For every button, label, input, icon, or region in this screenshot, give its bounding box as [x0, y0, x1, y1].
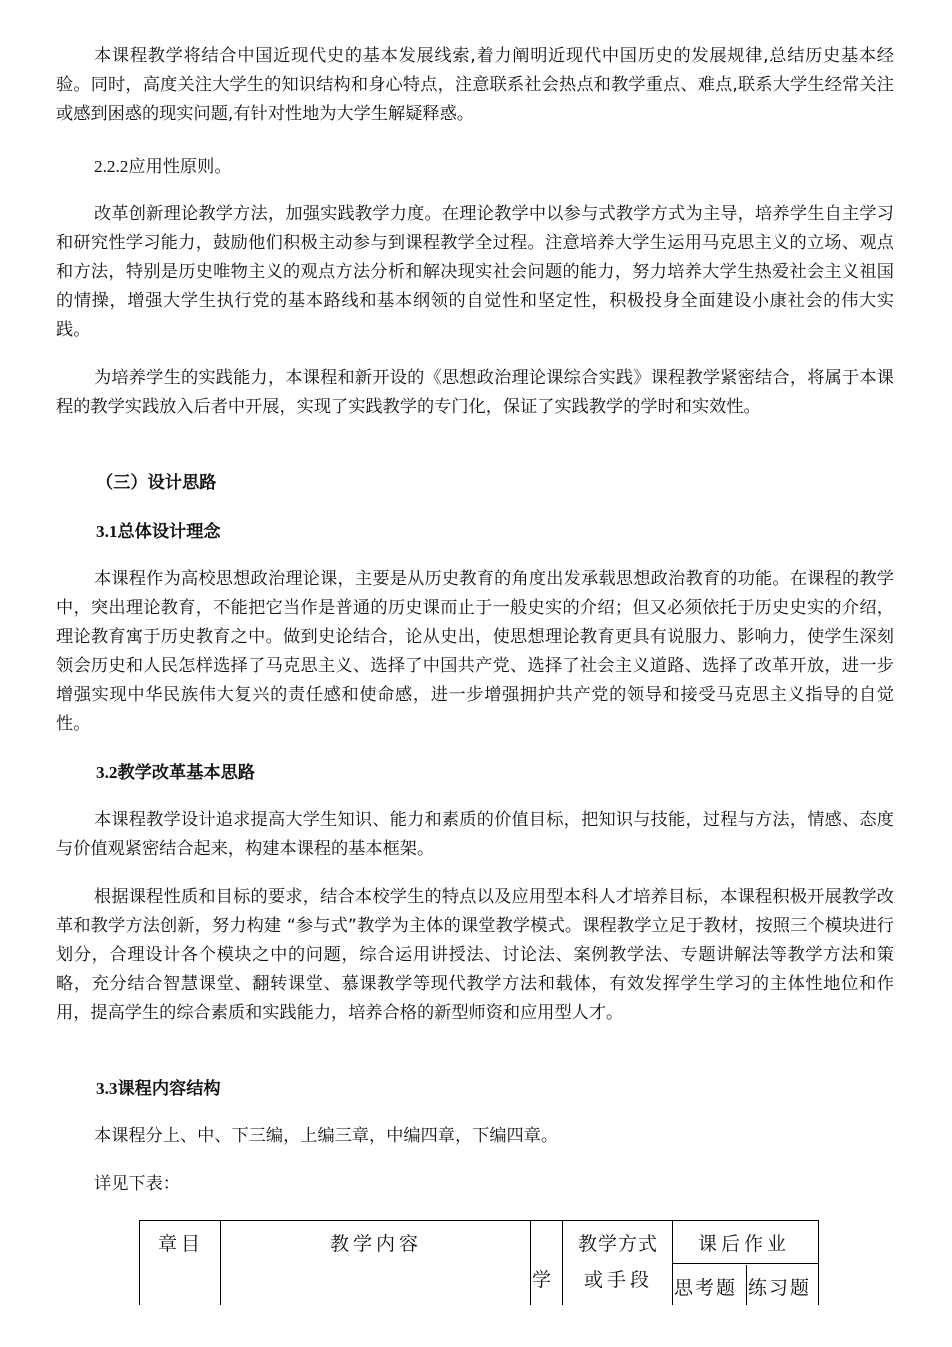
table-divider — [746, 1265, 747, 1305]
table-header-hours: 学 — [532, 1269, 556, 1291]
heading-design-ideas: （三）设计思路 — [96, 473, 217, 493]
section-number: 3.2 — [96, 763, 118, 782]
table-header-chapter: 章目 — [158, 1233, 205, 1255]
section-title: 应用性原则。 — [128, 157, 232, 177]
paragraph-teaching-reform: 根据课程性质和目标的要求，结合本校学生的特点以及应用型本科人才培养目标，本课程积极开展教学改革和教学方法创新，努力构建 “参与式”教学为主体的课堂教学模式。课程教学立足于教材，按照三个模块进行划分，合理设计各个模块之中的问题，综合运用讲授法、讨论法、案例教学法、专题讲解法等教学方法和策略，充分结合智慧课堂、翻转课堂、慕课教学等现代教学方法和载体，有效发挥学生学习的主体性地位和作用，提高学生的综合素质和实践能力，培养合格的新型师资和应用型人才。 — [56, 887, 894, 1023]
table-header-method: 教学方式 — [578, 1233, 659, 1255]
table-header-content: 教学内容 — [330, 1233, 423, 1255]
heading-3-2 — [96, 758, 255, 788]
table-divider — [672, 1263, 818, 1264]
paragraph-overall-design: 本课程作为高校思想政治理论课，主要是从历史教育的角度出发承载思想政治教育的功能。在课程的教学中，突出理论教育，不能把它当作是普通的历史课而止于一般史实的介绍；但又必须依托于历史史实的介绍，理论教育寓于历史教育之中。做到史论结合，论从史出，使思想理论教育更具有说服力、影响力，使学生深刻领会历史和人民怎样选择了马克思主义、选择了中国共产党、选择了社会主义道路、选择了改革开放，进一步增强实现中华民族伟大复兴的责任感和使命感，进一步增强拥护共产党的领导和接受马克思主义指导的自觉性。 — [56, 569, 894, 734]
heading-3-3 — [96, 1074, 221, 1104]
section-number: 3.1 — [96, 522, 118, 541]
section-number: 3.3 — [96, 1079, 118, 1098]
paragraph-course-structure: 本课程分上、中、下三编，上编三章，中编四章，下编四章。 — [94, 1126, 559, 1146]
table-header-method-line2: 或手段 — [584, 1269, 654, 1291]
heading-applicability-principle — [56, 152, 894, 182]
table-divider — [530, 1221, 531, 1305]
heading-3-1 — [96, 517, 221, 547]
table-header-exercise: 练习题 — [748, 1277, 812, 1299]
table-divider — [562, 1221, 563, 1305]
section-number: 2.2.2 — [94, 157, 129, 176]
table-header-thinking: 思考题 — [674, 1277, 738, 1299]
table-divider — [220, 1221, 221, 1305]
course-content-table — [139, 1220, 819, 1305]
paragraph-course-principle: 本课程教学将结合中国近现代史的基本发展线索,着力阐明近现代中国历史的发展规律,总结历史基本经验。同时，高度关注大学生的知识结构和身心特点，注意联系社会热点和教学重点、难点,联系大学生经常关注或感到困惑的现实问题,有针对性地为大学生解疑释惑。 — [56, 46, 894, 124]
paragraph-reform-teaching: 改革创新理论教学方法，加强实践教学力度。在理论教学中以参与式教学方式为主导，培养学生自主学习和研究性学习能力，鼓励他们积极主动参与到课程教学全过程。注意培养大学生运用马克思主义的立场、观点和方法，特别是历史唯物主义的观点方法分析和解决现实社会问题的能力，努力培养大学生热爱社会主义祖国的情操，增强大学生执行党的基本路线和基本纲领的自觉性和坚定性，积极投身全面建设小康社会的伟大实践。 — [56, 204, 894, 340]
section-title: 总体设计理念 — [117, 522, 221, 542]
table-header-homework: 课后作业 — [698, 1233, 791, 1255]
section-title: 教学改革基本思路 — [117, 763, 255, 783]
paragraph-practice-ability: 为培养学生的实践能力，本课程和新开设的《思想政治理论课综合实践》课程教学紧密结合，将属于本课程的教学实践放入后者中开展，实现了实践教学的专门化，保证了实践教学的学时和实效性。 — [56, 368, 894, 417]
paragraph-teaching-design-goal: 本课程教学设计追求提高大学生知识、能力和素质的价值目标，把知识与技能，过程与方法，情感、态度与价值观紧密结合起来，构建本课程的基本框架。 — [56, 810, 894, 859]
section-title: 课程内容结构 — [117, 1079, 221, 1099]
paragraph-see-table: 详见下表： — [94, 1174, 180, 1194]
